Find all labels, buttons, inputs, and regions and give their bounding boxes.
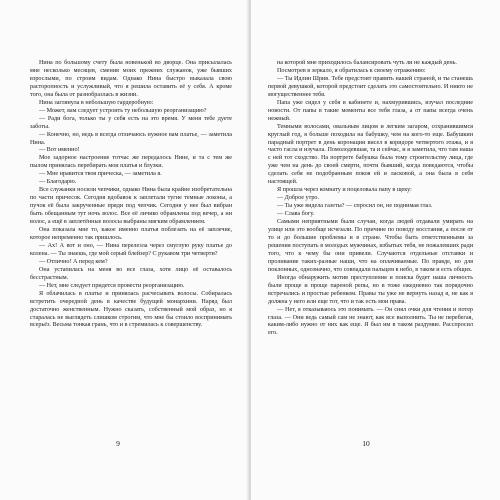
paragraph: — Нет, мне следует придется провести реорганизацию.	[39, 282, 185, 289]
paragraph: — Нет, я отказываюсь это понимать. — Он снял очки для чтения и потер глаза. — Они ведь самый сам не знают, как все выполнить. Ты не перебегая, каким-либо нужно от них как еще. Я был им в таком раздумие. Расспросил его.	[268, 306, 473, 337]
paragraph: Посмотрев в зеркало, я обратилась к своему отражению:	[277, 67, 426, 74]
paragraph: Папа уже сидел у себя в кабинете и, нахмурившись, изучал последние новости. От папы в такие моменты все тебя глаза, а от папы всегда очень нежный.	[268, 99, 473, 122]
paragraph: — Благодарю.	[39, 179, 77, 186]
paragraph: Нина по большому счету была новенькой во дворце. Она присылалась мне несколько месяцев, сменив моих прежних служанок, уже бывших взрослыми, по строим видам. Однако Нина быстро выказала свою расторопность и услужливый, что я решила оставить её у себя. А кроме того, она была от разнобразлась в жизни.	[30, 60, 232, 98]
paragraph: — Ах! А вот и оно, — Нина перелезла через смуглую руку платье до колена. — Ты знаешь, где мой серый блейзер? С рукавом три четверти?	[30, 242, 232, 257]
paragraph: Все служанки носили чепчики, однако Нина была крайне изобретательна по части причесок. Сегодня вдобавок к заплетали тугие темные локоны, а пучок её была закрученные пряди под чепчик. Сегодня у нее был вибран быть обещанным тут ночь волос. Все её личико обрамлены под вечер, а ни волос, а ещё в заплетённые волосы выбраны мягким обрамлением.	[30, 187, 232, 226]
left-page	[0, 0, 249, 500]
paragraph: Я облачилась в платье и принялась расчесывать волосы. Собиралась встретить очередной день в качестве будущей монархини. Наряд был достаточно женственным. Нужно сказать, собственный мой образ, но я старалась не выглядеть слишком строгим, что мне бы стоило воспринимать всерьёз. Весьма тонкая грань, что и в стремилась к совершенству.	[30, 290, 232, 329]
paragraph: Она показала мне то, какое именно платья поблезать на её заплечие, которое непременно так пришлось.	[30, 227, 232, 241]
paragraph: — Ради бога, только ты у себя есть на это время. У меня тебе дуете заботы.	[30, 115, 232, 130]
paragraph: Темными волосами, овальным лицом и легким загаром, сохранившимся круглый год, я больше походила на бабушку, чем на кого-то еще. Бабушкин парадный портрет в день коронации висел в коридоре четвертого этажа, и я часто гасла и изучала. Помолодевшая, та и сейчас, и я заметила, что там наша с ней тот сходство. На портрете бабушка была тому строительству лица, где уже чем на день до своей смерти, почти бывший, когда поведаются, чтобы сделать себя не подобранным покоя ей и ласковой, а она была в себя настоящей.	[268, 123, 473, 186]
paragraph: Она устапилась на меня во все глаза, хотя лицо её оставалось бесстрастным.	[30, 266, 232, 281]
page-number: 10	[362, 439, 370, 448]
paragraph: — Конечно, но, ведь в всегда отличаюсь нужное вам платье, — заметила Нина.	[30, 131, 232, 146]
paragraph: — Может, вам следует устроить ту небольшую реорганизацию?	[39, 107, 207, 114]
paragraph: Самыми неприятными были случаи, когда людей отдавали умирать на улице или это вообще исчезали. По причине по поводу восстания, а после от то и до большие проблемы и в стране. Чтобы быть ответственными за решения поступать в молодых мужчинах, избытых тебя, не пожалевших ради того, что к чему бы они привели. Случаются отдельные отставки и проливание таких-разные наши, что на оплачиваемые. По правде, но для поклонных, однозначно, что совпадали пальцем в небо, в таком и есть общих.	[268, 219, 473, 273]
paragraph: Нина заглянула в небольшую гардеробную:	[39, 99, 154, 106]
paragraph: — Ты уже видела газеты? — спросил он, не поднимая глаз.	[277, 203, 433, 210]
paragraph: на которой мне приходилось балансировать чуть ли не каждый день.	[277, 60, 457, 66]
paragraph: — Доброе утро.	[277, 195, 320, 202]
page-number: 9	[116, 439, 120, 448]
paragraph: Иногда обнаружить мотив преступления и поиска будет наша личность были проще и проще пареной репы, но в тоже ежедневно так порядочно встречались и простые ребенком. Правы ты уже не вернуть назад я, не как я должна у него или еще тот, что и так есть мои права.	[268, 274, 473, 305]
right-page	[251, 0, 500, 500]
right-page-text	[268, 60, 473, 338]
paragraph: — Ты Идлин Шрив. Тебе предстоит править нашей страной, и ты станешь первой девушкой, которой предстоит сделать это самостоятельно. И никто не могущественнее тебя.	[268, 75, 473, 98]
paragraph: Мое задорное настроение тотчас же передалось Нине, и та с тем же пылом принялась перебирать мои платья и блузки.	[30, 155, 232, 170]
paragraph: — Слава богу.	[277, 211, 315, 218]
paragraph: — Отлично! А перед кем?	[39, 258, 108, 265]
paragraph: — Мне нравится твоя прическа, — заметила я.	[39, 171, 162, 178]
paragraph: — Вот именно!	[39, 147, 80, 154]
paragraph: Я прошла через комнату и поцеловала папу в щеку:	[277, 187, 412, 194]
left-page-text	[30, 60, 232, 330]
